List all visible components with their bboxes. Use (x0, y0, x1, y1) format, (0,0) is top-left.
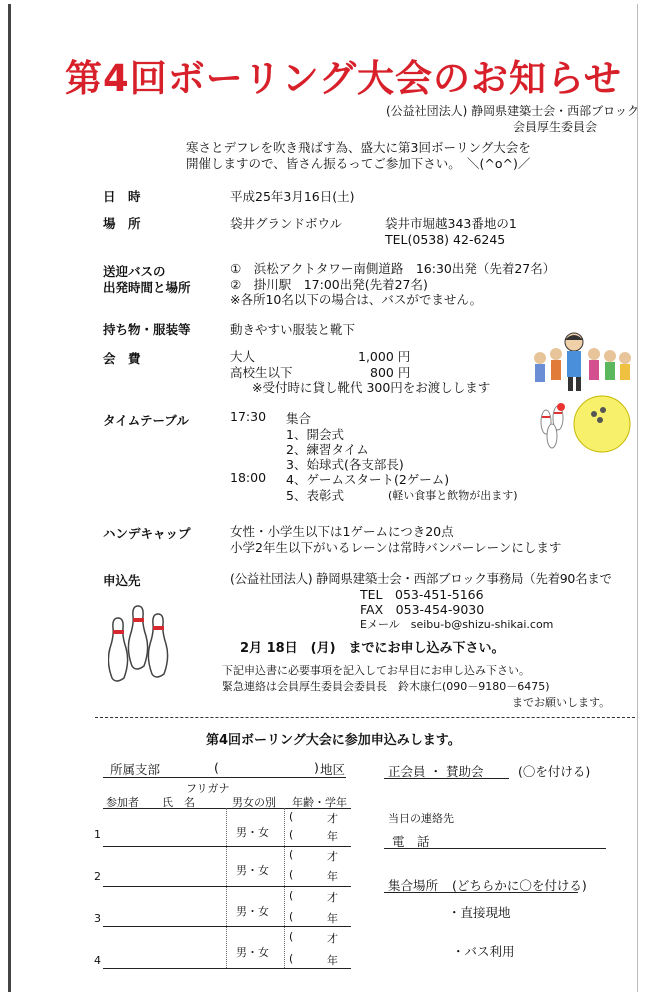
bus-label1: 送迎バスの (103, 264, 166, 279)
organizer-line2: 会員厚生委員会 (513, 120, 598, 134)
bowling-ball-illustration (536, 392, 636, 462)
notice-line1: 下記申込書に必要事項を記入してお早目にお申し込み下さい。 (222, 664, 530, 677)
date-label: 日 時 (103, 189, 141, 204)
bus-line3: ※各所10名以下の場合は、バスがでません。 (230, 292, 483, 307)
meeting-option-bus[interactable]: ・バス利用 (452, 944, 515, 959)
timetable-step5-note: (軽い食事と飲物が出ます) (388, 489, 518, 502)
handicap-label: ハンデキャップ (103, 526, 191, 541)
fee-student-price: 800 円 (370, 365, 411, 380)
form-paren-close: ) (314, 760, 319, 775)
timetable-step4: 4、ゲームスタート(2ゲーム) (286, 472, 450, 487)
row-underline (103, 846, 351, 847)
grade-paren: ( (289, 868, 294, 881)
timetable-time1: 17:30 (230, 409, 267, 424)
form-member-type[interactable]: 正会員 ・ 賛助会 (388, 764, 484, 779)
form-furigana: フリガナ (186, 782, 230, 795)
meeting-option-direct[interactable]: ・直接現地 (448, 905, 511, 920)
form-district-label: 地区 (320, 762, 346, 777)
age-sai: 才 (327, 891, 338, 904)
age-sai: 才 (327, 932, 338, 945)
place-address: 袋井市堀越343番地の1 (385, 216, 517, 231)
row-number: 3 (94, 912, 101, 925)
timetable-step3: 3、始球式(各支部長) (286, 457, 404, 472)
bus-label2: 出発時間と場所 (103, 280, 191, 295)
age-sai: 才 (327, 850, 338, 863)
form-member-note: (〇を付ける) (518, 764, 591, 779)
place-tel: TEL(0538) 42-6245 (385, 232, 506, 247)
gender-select[interactable]: 男・女 (236, 826, 269, 839)
row-underline (103, 968, 351, 969)
bus-line2: ② 掛川駅 17:00出発(先着27名) (230, 277, 428, 292)
gender-select[interactable]: 男・女 (236, 946, 269, 959)
intro-line1: 寒さとデフレを吹き飛ばす為、盛大に第3回ボーリング大会を (186, 140, 531, 155)
notice-line2: 緊急連絡は会員厚生委員会委員長 鈴木康仁(090－9180－6475) (222, 680, 550, 693)
grade-nen: 年 (327, 870, 338, 883)
form-meeting-label: 集合場所 (388, 878, 439, 893)
cut-line (95, 717, 635, 718)
row-underline (103, 926, 351, 927)
row-underline (103, 886, 351, 887)
timetable-step1: 1、開会式 (286, 427, 344, 442)
handicap-line1: 女性・小学生以下は1ゲームにつき20点 (230, 524, 454, 539)
place-name: 袋井グランドボウル (230, 216, 343, 231)
items-value: 動きやすい服装と靴下 (230, 322, 356, 337)
grade-nen: 年 (327, 954, 338, 967)
form-paren-open: ( (214, 760, 219, 775)
apply-fax: FAX 053-454-9030 (360, 602, 485, 617)
grade-paren: ( (289, 952, 294, 965)
timetable-step2: 2、練習タイム (286, 442, 369, 457)
column-divider-2 (284, 808, 285, 968)
form-title: 第4回ボーリング大会に参加申込みします。 (206, 733, 461, 748)
form-age-header: 年齢・学年 (292, 796, 347, 809)
form-gender-header: 男女の別 (232, 796, 276, 809)
date-value: 平成25年3月16日(土) (230, 189, 355, 204)
fee-adult: 大人 (230, 349, 256, 364)
age-paren: ( (289, 930, 294, 943)
notice-line3: までお願いします。 (512, 696, 611, 709)
apply-label: 申込先 (103, 573, 141, 588)
member-type-underline (384, 778, 509, 779)
grade-nen: 年 (327, 830, 338, 843)
form-phone-label: 電 話 (392, 834, 430, 849)
fee-student: 高校生以下 (230, 365, 293, 380)
row-number: 2 (94, 870, 101, 883)
fee-label: 会 費 (103, 351, 141, 366)
organizer-line1: (公益社団法人) 静岡県建築士会・西部ブロック (386, 104, 639, 118)
form-contact-label: 当日の連絡先 (388, 812, 454, 825)
row-number: 4 (94, 954, 101, 967)
intro-line2: 開催しますので、皆さん振るってご参加下さい。 ＼(^o^)／ (186, 156, 531, 171)
page-title: 第4回ボーリング大会のお知らせ (65, 57, 622, 100)
timetable-step5: 5、表彰式 (286, 488, 344, 503)
meeting-underline (384, 892, 578, 893)
age-paren: ( (289, 848, 294, 861)
column-divider-1 (226, 808, 227, 968)
items-label: 持ち物・服装等 (103, 322, 191, 337)
deadline: 2月 18日 (月) までにお申し込み下さい。 (240, 641, 505, 656)
pins-small-icon (541, 406, 563, 448)
fee-adult-price: 1,000 円 (358, 349, 411, 364)
place-label: 場 所 (103, 216, 141, 231)
grade-paren: ( (289, 910, 294, 923)
phone-underline (384, 848, 606, 849)
gender-select[interactable]: 男・女 (236, 864, 269, 877)
form-name-header: 氏 名 (162, 796, 195, 809)
apply-email: Eメール seibu-b@shizu-shikai.com (360, 618, 554, 631)
timetable-time2: 18:00 (230, 470, 267, 485)
age-sai: 才 (327, 812, 338, 825)
bowling-pins-icon (108, 598, 170, 690)
branch-underline (103, 777, 346, 778)
form-meeting-note: (どちらかに〇を付ける) (452, 878, 587, 893)
crowd-illustration (528, 330, 638, 400)
handicap-line2: 小学2年生以下がいるレーンは常時バンパーレーンにします (230, 540, 562, 555)
apply-tel: TEL 053-451-5166 (360, 587, 484, 602)
grade-paren: ( (289, 828, 294, 841)
age-paren: ( (289, 889, 294, 902)
timetable-gather: 集合 (286, 411, 312, 426)
gender-select[interactable]: 男・女 (236, 905, 269, 918)
form-participants-label: 参加者 (106, 796, 139, 809)
header-underline (103, 808, 351, 809)
timetable-label: タイムテーブル (103, 413, 189, 428)
form-branch-label: 所属支部 (110, 762, 161, 777)
grade-nen: 年 (327, 912, 338, 925)
row-number: 1 (94, 828, 101, 841)
fee-note: ※受付時に貸し靴代 300円をお渡しします (252, 380, 491, 395)
age-paren: ( (289, 810, 294, 823)
apply-org: (公益社団法人) 静岡県建築士会・西部ブロック事務局（先着90名まで (230, 571, 612, 586)
bus-line1: ① 浜松アクトタワー南側道路 16:30出発（先着27名） (230, 261, 556, 276)
